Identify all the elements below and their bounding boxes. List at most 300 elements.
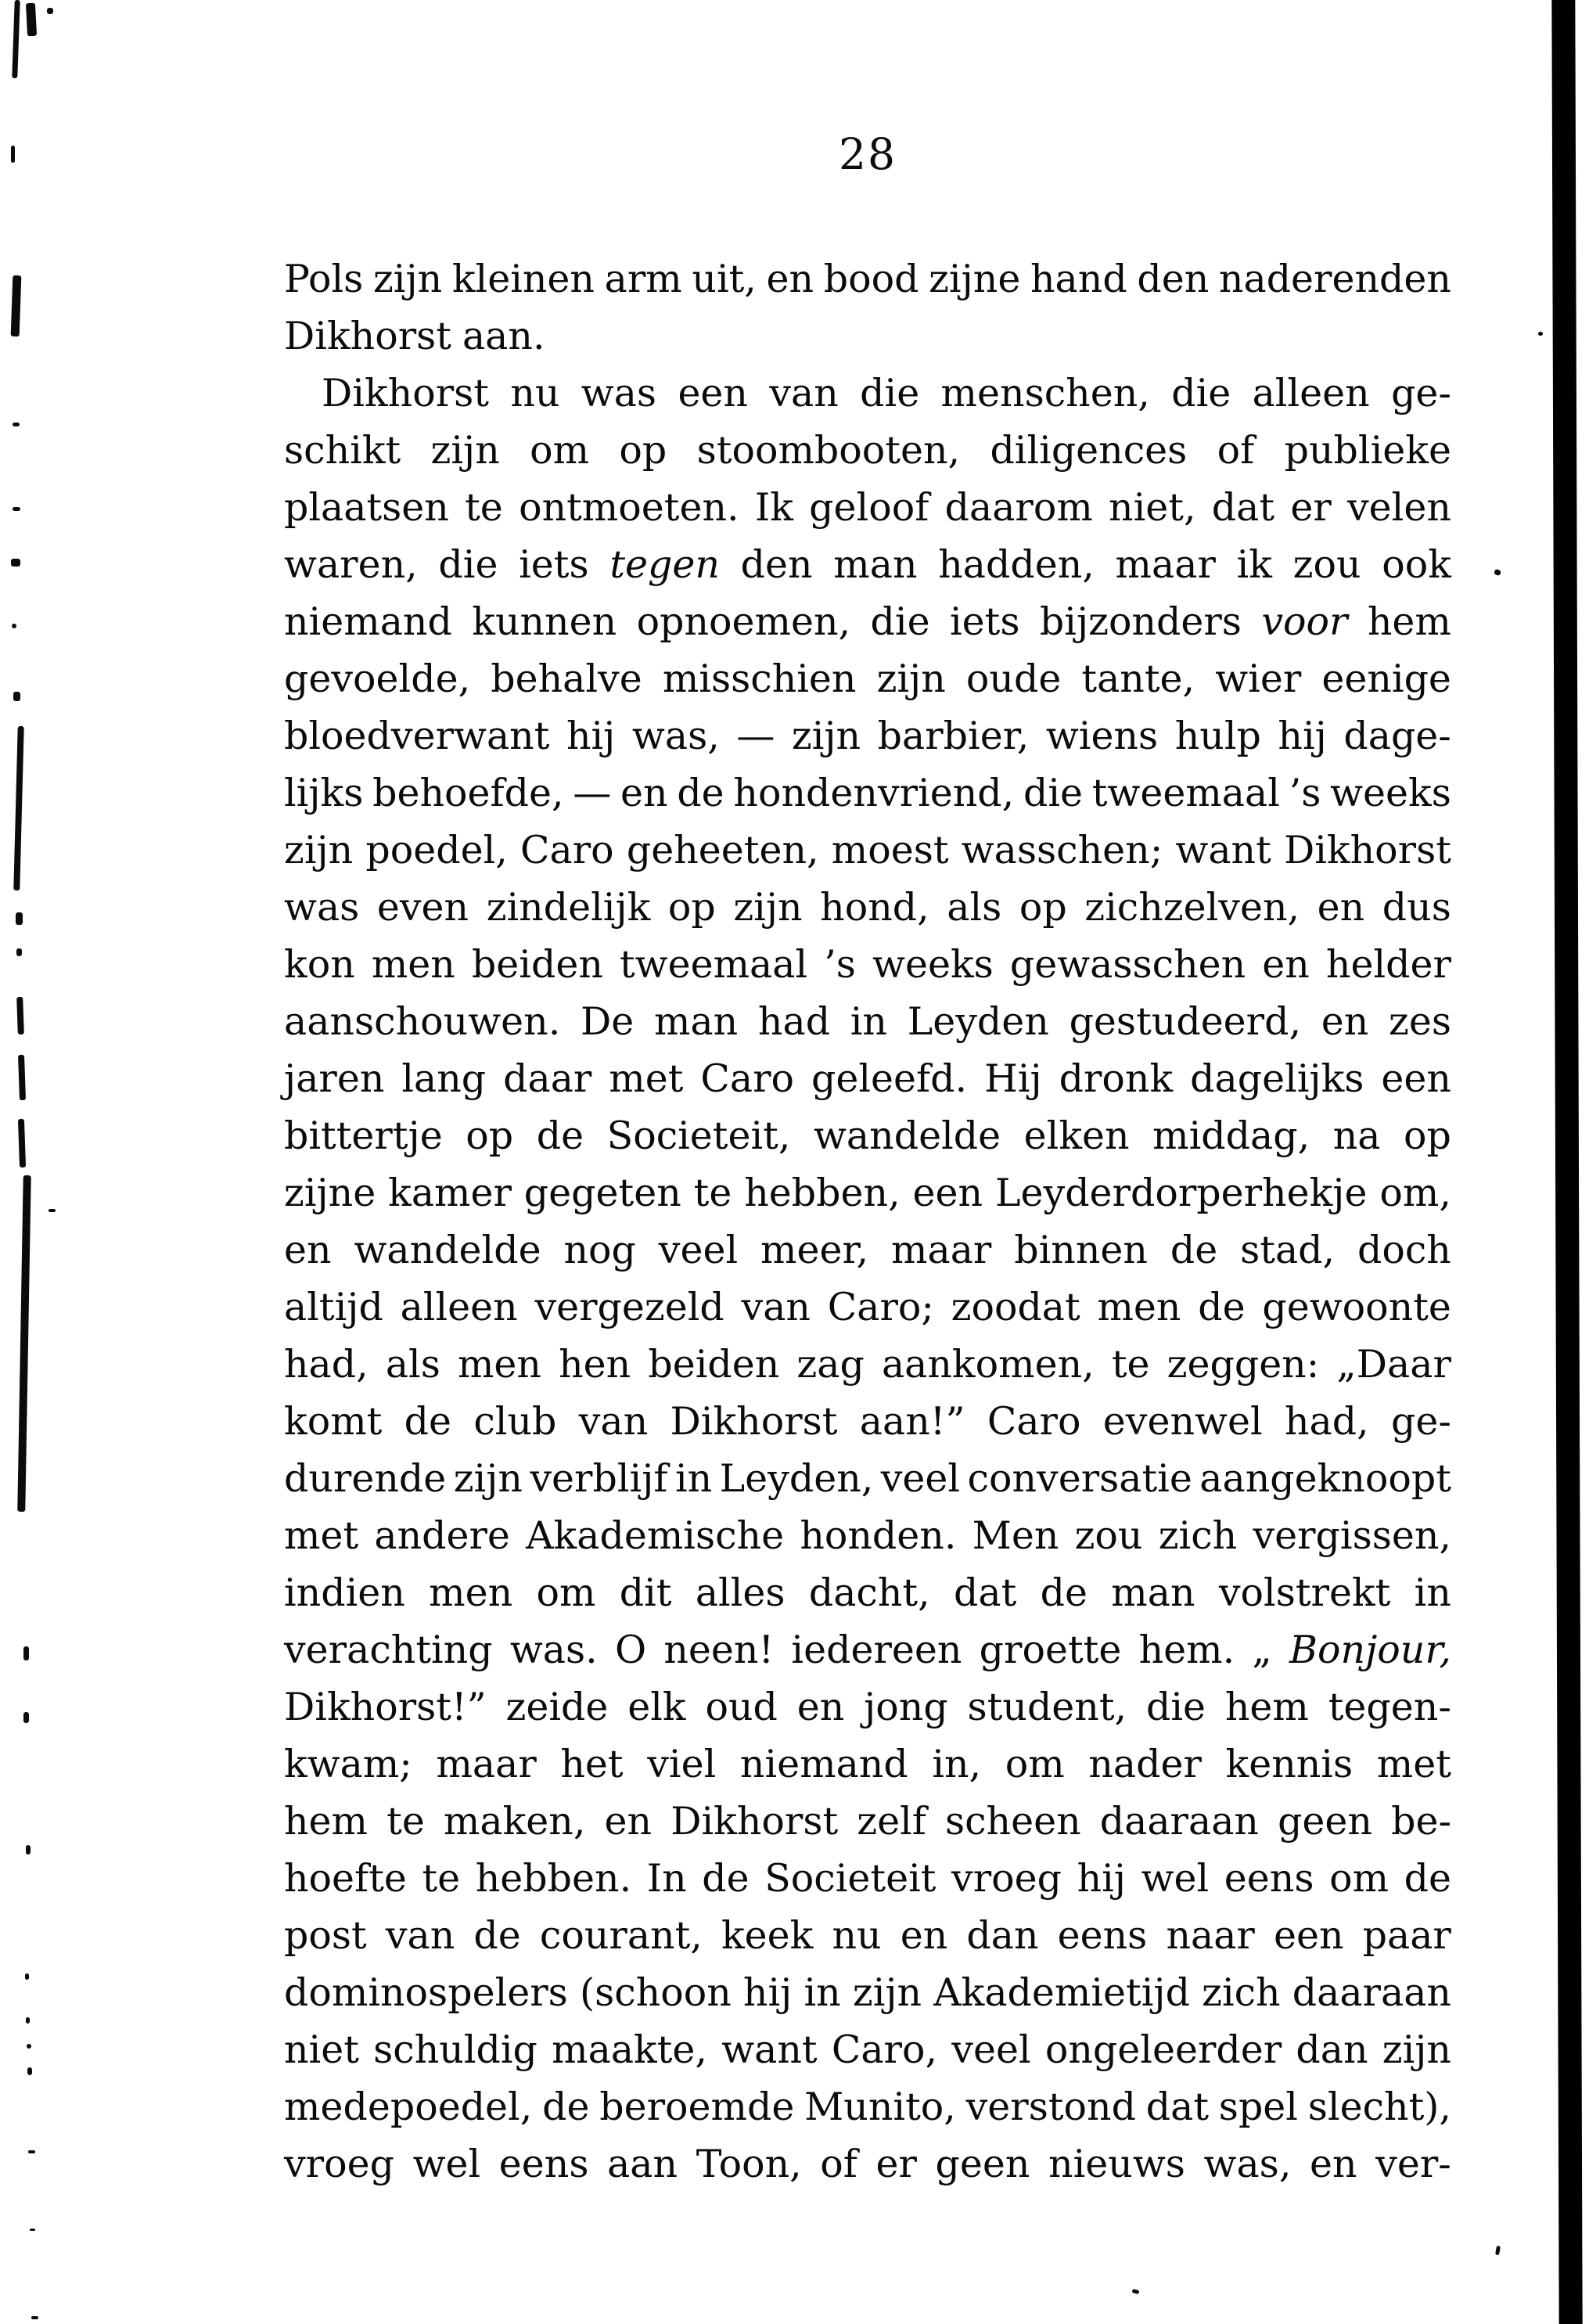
- word: een: [1381, 1056, 1451, 1101]
- word: den: [740, 542, 813, 587]
- word: zichzelven,: [1084, 885, 1300, 930]
- text-block: [284, 250, 1451, 2193]
- scan-artifact: [16, 948, 22, 956]
- word: kon: [284, 942, 355, 987]
- word: kwam;: [284, 1742, 412, 1786]
- word: tante,: [1081, 657, 1195, 701]
- word: veel: [658, 1228, 739, 1272]
- text-line: [284, 250, 1451, 308]
- word: stoombooten,: [696, 428, 961, 473]
- word: wasschen;: [961, 828, 1163, 872]
- word: durende: [284, 1456, 447, 1501]
- word: Caro,: [831, 2027, 938, 2072]
- word: evenwel: [1102, 1399, 1263, 1444]
- word: hem.: [1138, 1628, 1235, 1672]
- word: geen: [935, 2142, 1030, 2186]
- text-line: [284, 1221, 1451, 1279]
- word: dronk: [1059, 1056, 1174, 1101]
- word: kamer: [388, 1171, 512, 1215]
- word: vroeg: [951, 1856, 1062, 1901]
- text-line: [284, 879, 1451, 936]
- word: zich: [1158, 1513, 1238, 1558]
- word: niemand: [739, 1742, 908, 1786]
- word: dan: [966, 1913, 1039, 1958]
- text-line: [284, 2078, 1451, 2135]
- scan-artifact: [27, 2044, 31, 2049]
- word: Toon,: [696, 2142, 802, 2186]
- word: was: [581, 371, 657, 416]
- word: eens: [498, 2142, 589, 2186]
- word: hebben.: [475, 1856, 632, 1901]
- scan-artifact: [47, 8, 53, 14]
- word: be-: [1391, 1799, 1451, 1844]
- word: lijks: [284, 771, 364, 815]
- scan-artifact: [11, 275, 22, 336]
- word: aankomen,: [881, 1342, 1095, 1387]
- word: post: [284, 1913, 367, 1958]
- word: elken: [1023, 1113, 1130, 1158]
- word: aan!”: [859, 1399, 965, 1444]
- text-line: [284, 1564, 1451, 1621]
- word: —: [573, 771, 612, 815]
- word: die: [860, 371, 920, 416]
- word: hem: [1367, 599, 1451, 644]
- text-line: [284, 479, 1451, 536]
- word: na: [1332, 1113, 1381, 1158]
- italic-word: Bonjour,: [1289, 1628, 1451, 1672]
- text-line: [284, 1164, 1451, 1221]
- word: in: [850, 999, 887, 1044]
- word: en: [1321, 999, 1369, 1044]
- word: of: [1217, 428, 1255, 473]
- word: binnen: [1014, 1228, 1148, 1272]
- word: om: [1005, 1742, 1065, 1786]
- word: eenige: [1321, 657, 1451, 701]
- word: zijn: [791, 714, 861, 758]
- page-number: 28: [839, 129, 897, 179]
- scan-artifact: [26, 3, 37, 37]
- word: vergissen,: [1253, 1513, 1451, 1558]
- word: Caro;: [827, 1285, 934, 1329]
- text-line: [284, 1736, 1451, 1793]
- word: dat: [954, 1570, 1017, 1615]
- word: diligences: [990, 428, 1188, 473]
- word: er: [875, 2142, 917, 2186]
- word: barbier,: [877, 714, 1030, 758]
- word: courant,: [539, 1913, 703, 1958]
- word: een: [678, 371, 748, 416]
- word: zijn: [1382, 2027, 1451, 2072]
- word: ’s: [1289, 771, 1321, 815]
- word: zoodat: [951, 1285, 1080, 1329]
- word: zijn: [430, 428, 500, 473]
- word: gegeten: [523, 1171, 681, 1215]
- word: weeks: [1330, 771, 1451, 815]
- word: dominospelers: [284, 1970, 568, 2015]
- word: moest: [831, 828, 949, 872]
- text-line: [284, 2135, 1451, 2193]
- word: dus: [1382, 885, 1451, 930]
- word: maar: [1115, 542, 1216, 587]
- word: Societeit,: [606, 1113, 791, 1158]
- word: Leyden,: [719, 1456, 874, 1501]
- word: helder: [1325, 942, 1451, 987]
- word: hoefte: [284, 1856, 407, 1901]
- word: keek: [721, 1913, 814, 1958]
- word: vroeg: [284, 2142, 394, 2186]
- word: de: [542, 2085, 590, 2129]
- word: man: [653, 999, 739, 1044]
- word: aan.: [462, 314, 545, 358]
- text-line: [284, 2021, 1451, 2078]
- word: bloedverwant: [284, 714, 550, 758]
- word: conversatie: [967, 1456, 1192, 1501]
- scan-artifact: [25, 1973, 29, 1980]
- word: Hij: [984, 1056, 1042, 1101]
- word: hulp: [1174, 714, 1261, 758]
- word: man: [1111, 1570, 1195, 1615]
- word: verstond: [965, 2085, 1136, 2129]
- word: waren,: [284, 542, 418, 587]
- italic-word: tegen: [609, 542, 720, 587]
- word: veel: [951, 2027, 1031, 2072]
- word: ik: [1236, 542, 1272, 587]
- word: middag,: [1152, 1113, 1310, 1158]
- word: in: [803, 1970, 841, 2015]
- word: dan: [1296, 2027, 1368, 2072]
- word: om: [536, 1570, 596, 1615]
- word: maakte,: [552, 2027, 707, 2072]
- word: de: [536, 1113, 584, 1158]
- scan-artifact: [23, 1646, 29, 1660]
- word: geleefd.: [811, 1056, 968, 1101]
- word: aangeknoopt: [1199, 1456, 1451, 1501]
- word: ge-: [1390, 1399, 1451, 1444]
- word: als: [947, 885, 1002, 930]
- word: verblijf: [530, 1456, 668, 1501]
- word: Leyden: [907, 999, 1049, 1044]
- word: doch: [1357, 1228, 1451, 1272]
- word: viel: [647, 1742, 717, 1786]
- text-line: [284, 1336, 1451, 1393]
- word: beroemde: [599, 2085, 795, 2129]
- word: ontmoeten.: [519, 485, 739, 530]
- word: even: [376, 885, 469, 930]
- scan-artifact: [18, 1119, 26, 1167]
- word: hond,: [820, 885, 929, 930]
- word: Dikhorst!”: [284, 1685, 487, 1729]
- word: nu: [510, 371, 560, 416]
- word: ongeleerder: [1044, 2027, 1282, 2072]
- word: beiden: [471, 942, 603, 987]
- word: hij: [566, 714, 616, 758]
- scan-artifact: [27, 2067, 32, 2075]
- word: dacht,: [808, 1570, 930, 1615]
- word: die: [1145, 1685, 1206, 1729]
- word: Men: [972, 1513, 1059, 1558]
- word: zou: [1074, 1513, 1143, 1558]
- word: bittertje: [284, 1113, 443, 1158]
- word: en: [766, 257, 814, 301]
- word: tweemaal: [1091, 771, 1280, 815]
- word: was,: [631, 714, 720, 758]
- word: In: [646, 1856, 687, 1901]
- word: ook: [1382, 542, 1451, 587]
- word: slecht),: [1307, 2085, 1451, 2129]
- word: kunnen: [472, 599, 617, 644]
- word: en: [1310, 2142, 1357, 2186]
- word: die: [1023, 771, 1083, 815]
- word: hondenvriend,: [733, 771, 1015, 815]
- word: gestudeerd,: [1069, 999, 1302, 1044]
- word: aanschouwen.: [284, 999, 561, 1044]
- word: tegen-: [1328, 1685, 1451, 1729]
- scan-artifact: [26, 2017, 30, 2024]
- word: dat: [1145, 2085, 1210, 2129]
- word: ver-: [1375, 2142, 1451, 2186]
- word: met: [609, 1056, 684, 1101]
- word: te: [1111, 1342, 1150, 1387]
- word: andere: [374, 1513, 510, 1558]
- word: zes: [1389, 999, 1451, 1044]
- word: de: [473, 1913, 521, 1958]
- word: uit,: [692, 257, 757, 301]
- word: men: [429, 1570, 513, 1615]
- text-line: [284, 1793, 1451, 1850]
- word: gevoelde,: [284, 657, 471, 701]
- word: wel: [412, 2142, 481, 2186]
- word: hem: [284, 1799, 368, 1844]
- text-line: [284, 1279, 1451, 1336]
- word: Caro: [987, 1399, 1081, 1444]
- word: komt: [284, 1399, 383, 1444]
- scan-artifact: [49, 1209, 56, 1212]
- word: dit: [619, 1570, 672, 1615]
- word: Akademische: [526, 1513, 785, 1558]
- scan-gutter-bar: [1551, 0, 1582, 2324]
- scan-artifact: [30, 2229, 35, 2231]
- word: op: [619, 428, 667, 473]
- scan-artifact: [12, 624, 16, 628]
- word: ’s: [824, 942, 856, 987]
- word: kennis: [1225, 1742, 1354, 1786]
- word: wandelde: [813, 1113, 1001, 1158]
- word: veel: [880, 1456, 961, 1501]
- scan-artifact: [1495, 2246, 1501, 2256]
- word: indien: [284, 1570, 405, 1615]
- word: naar: [1166, 1913, 1255, 1958]
- word: te: [693, 1171, 732, 1215]
- word: de: [702, 1856, 750, 1901]
- word: student,: [967, 1685, 1127, 1729]
- word: dagelijks: [1190, 1056, 1364, 1101]
- text-line: [284, 1050, 1451, 1107]
- word: niet,: [1109, 485, 1196, 530]
- scan-artifact: [1538, 332, 1543, 336]
- word: van: [769, 371, 839, 416]
- word: behoefde,: [372, 771, 564, 815]
- word: men: [371, 942, 455, 987]
- word: arm: [604, 257, 682, 301]
- word: honden.: [800, 1513, 957, 1558]
- text-line: [284, 1107, 1451, 1164]
- scan-artifact: [16, 997, 24, 1034]
- word: paar: [1362, 1913, 1451, 1958]
- text-line: [284, 1964, 1451, 2021]
- word: „Daar: [1336, 1342, 1451, 1387]
- word: vergezeld: [534, 1285, 724, 1329]
- word: om: [530, 428, 590, 473]
- word: man: [833, 542, 918, 587]
- word: Leyderdorperhekje: [994, 1171, 1368, 1215]
- scan-artifact: [28, 2150, 35, 2153]
- word: wier: [1215, 657, 1302, 701]
- word: zeide: [505, 1685, 609, 1729]
- word: kleinen: [451, 257, 595, 301]
- word: een: [1273, 1913, 1344, 1958]
- word: misschien: [662, 657, 857, 701]
- word: poedel,: [365, 828, 508, 872]
- word: te: [465, 485, 503, 530]
- word: Munito,: [804, 2085, 956, 2129]
- word: nader: [1088, 1742, 1202, 1786]
- word: als: [385, 1342, 440, 1387]
- word: van: [578, 1399, 649, 1444]
- word: velen: [1347, 485, 1451, 530]
- word: wiens: [1045, 714, 1159, 758]
- text-line: [284, 1450, 1451, 1507]
- word: en: [620, 771, 668, 815]
- word: oude: [965, 657, 1062, 701]
- word: groette: [979, 1628, 1122, 1672]
- word: zelf: [857, 1799, 926, 1844]
- word: alleen: [400, 1285, 518, 1329]
- word: Pols: [284, 257, 364, 301]
- word: jaren: [284, 1056, 385, 1101]
- word: Dikhorst: [670, 1399, 838, 1444]
- word: maken,: [443, 1799, 586, 1844]
- word: dage-: [1343, 714, 1451, 758]
- text-line: [284, 308, 1451, 365]
- text-line: [284, 1678, 1451, 1736]
- word: zijn: [852, 1970, 922, 2015]
- word: die: [1171, 371, 1231, 416]
- word: want: [721, 2027, 818, 2072]
- word: jong: [864, 1685, 948, 1729]
- word: men: [457, 1342, 541, 1387]
- word: en: [284, 1228, 332, 1272]
- word: wandelde: [354, 1228, 541, 1272]
- text-line: [284, 365, 1451, 422]
- word: het: [560, 1742, 624, 1786]
- word: publieke: [1284, 428, 1451, 473]
- word: en: [900, 1913, 948, 1958]
- word: hebben,: [744, 1171, 901, 1215]
- word: met: [1376, 1742, 1451, 1786]
- word: nu: [832, 1913, 882, 1958]
- word: zeggen:: [1167, 1342, 1320, 1387]
- word: had,: [1284, 1399, 1369, 1444]
- word: volstrekt: [1218, 1570, 1391, 1615]
- word: eens: [1057, 1913, 1148, 1958]
- word: was.: [509, 1628, 598, 1672]
- word: zijn: [453, 1456, 523, 1501]
- scan-artifact: [13, 507, 20, 511]
- text-line: [284, 1393, 1451, 1450]
- word: behalve: [491, 657, 642, 701]
- word: er: [1290, 485, 1332, 530]
- word: niet: [284, 2027, 359, 2072]
- word: Societeit: [764, 1856, 937, 1901]
- word: stad,: [1240, 1228, 1336, 1272]
- text-line: [284, 707, 1451, 764]
- word: daarom: [944, 485, 1093, 530]
- word: men: [1097, 1285, 1181, 1329]
- text-line: [284, 1507, 1451, 1564]
- word: naderenden: [1218, 257, 1451, 301]
- text-line: [284, 1621, 1451, 1678]
- word: een: [912, 1171, 983, 1215]
- word: in: [1414, 1570, 1451, 1615]
- scan-artifact: [13, 726, 23, 890]
- word: —: [736, 714, 775, 758]
- text-line: [284, 422, 1451, 479]
- word: bijzonders: [1039, 599, 1242, 644]
- word: gewasschen: [1009, 942, 1246, 987]
- word: en: [796, 1685, 845, 1729]
- scan-artifact: [13, 423, 20, 426]
- word: nog: [563, 1228, 636, 1272]
- italic-word: voor: [1261, 599, 1348, 644]
- word: daar: [503, 1056, 592, 1101]
- word: te: [386, 1799, 425, 1844]
- word: was,: [1203, 2142, 1292, 2186]
- word: schikt: [284, 428, 401, 473]
- scan-artifact: [23, 1712, 29, 1723]
- word: hij: [742, 1970, 793, 2015]
- word: op: [667, 885, 716, 930]
- word: meer,: [760, 1228, 869, 1272]
- word: zijn: [876, 657, 946, 701]
- word: de: [404, 1399, 452, 1444]
- word: daaraan: [1292, 1970, 1451, 2015]
- word: zou: [1292, 542, 1361, 587]
- text-line: [284, 822, 1451, 879]
- word: beiden: [648, 1342, 780, 1387]
- word: zijne: [929, 257, 1021, 301]
- word: geheeten,: [626, 828, 819, 872]
- word: en: [604, 1799, 652, 1844]
- word: zijn: [284, 828, 354, 872]
- word: plaatsen: [284, 485, 449, 530]
- word: de: [1170, 1228, 1218, 1272]
- text-line: [284, 936, 1451, 993]
- word: zindelijk: [486, 885, 651, 930]
- word: O: [614, 1628, 647, 1672]
- word: de: [1404, 1856, 1451, 1901]
- word: en: [1317, 885, 1365, 930]
- word: medepoedel,: [284, 2085, 533, 2129]
- word: op: [1019, 885, 1067, 930]
- word: dat: [1211, 485, 1275, 530]
- word: gewoonte: [1262, 1285, 1451, 1329]
- word: in: [674, 1456, 713, 1501]
- word: neen!: [663, 1628, 775, 1672]
- word: (schoon: [579, 1970, 732, 2015]
- word: opnoemen,: [636, 599, 851, 644]
- word: want: [1175, 828, 1271, 872]
- word: „: [1252, 1628, 1272, 1672]
